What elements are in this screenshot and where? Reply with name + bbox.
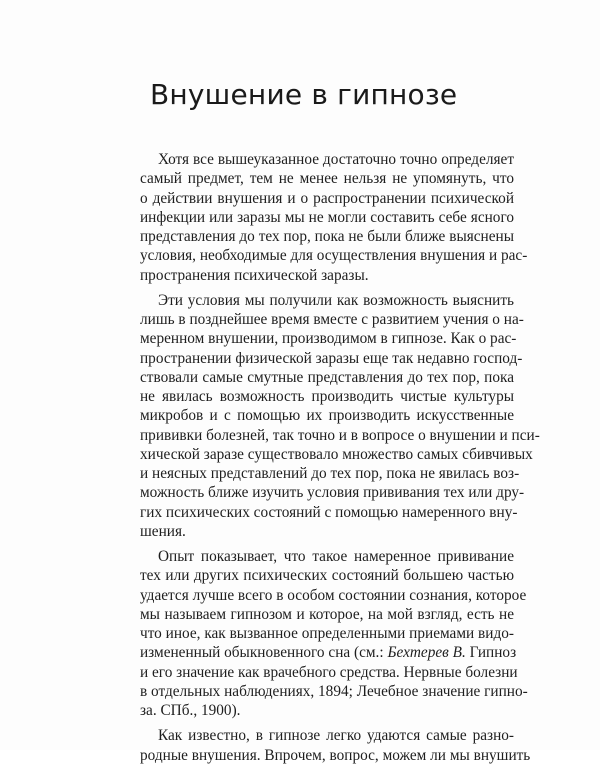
text-line: шения. [140, 522, 186, 540]
text-line: о действии внушения и о распространении психической [140, 189, 514, 207]
text-line: и его значение как врачебного средства. Нервные болезни [140, 663, 518, 681]
text-line: удается лучше всего в особом состоянии сознания, которое [140, 586, 527, 604]
text-line: пространения психической заразы. [140, 266, 369, 284]
text-line: хической заразе существовало множество самых сбивчивых [140, 445, 533, 463]
text-line: тех или других психических состояний большею частью [140, 567, 514, 585]
text-line: гих психических состояний с помощью намеренного вну- [140, 503, 518, 521]
text-line: Как известно, в гипнозе легко удаются самые разно- [158, 727, 514, 745]
text-line: самый предмет, тем не менее нельзя не упомянуть, что [140, 170, 514, 188]
text-line: и неясных представлений до тех пор, пока не явилась воз- [140, 465, 520, 482]
text-line: в отдельных наблюдениях, 1894; Лечебное значение гипно- [140, 682, 528, 700]
text-line: Хотя все вышеуказанное достаточно точно определяет [158, 151, 514, 168]
paragraph-2 [140, 291, 540, 541]
text-line: условия, необходимые для осуществления внушения и рас- [140, 247, 528, 265]
text-line: не явилась возможность производить чистые культуры [140, 388, 514, 405]
body-text [140, 150, 540, 771]
text-line: родные внушения. Впрочем, вопрос, можем ли мы внушить [140, 746, 531, 764]
text-line: меренном внушении, производимом в гипнозе. Как о рас- [140, 330, 517, 348]
text-line: микробов и с помощью их производить искусственные [140, 407, 514, 425]
paragraph-4 [140, 726, 531, 765]
text-line: прививки болезней, так точно и в вопросе о внушении и пси- [140, 426, 540, 444]
text-line: лишь в позднейшее время вместе с развитием учения о на- [140, 311, 524, 328]
chapter-title: Внушение в гипнозе [150, 78, 458, 111]
paragraph-3 [140, 547, 528, 720]
text-line: за. СПб., 1900). [140, 702, 241, 719]
text-line-with-citation [140, 643, 517, 662]
citation-author: Бехтерев В. [387, 644, 466, 662]
paragraph-1 [140, 150, 528, 285]
text-line: пространении физической заразы еще так недавно господ- [140, 349, 523, 367]
text-line: Опыт показывает, что такое намеренное прививание [158, 548, 514, 565]
text-fragment: Гипноз [465, 644, 517, 662]
text-line: что иное, как вызванное определенными приемами видо- [140, 625, 514, 642]
text-line: инфекции или заразы мы не могли составить себе ясного [140, 208, 514, 226]
text-line: ствовали самые смутные представления до тех пор, пока [140, 368, 514, 386]
text-fragment: измененный обыкновенного сна (см.: [140, 644, 388, 662]
text-line: можность ближе изучить условия прививания тех или дру- [140, 484, 525, 502]
text-line: Эти условия мы получили как возможность выяснить [158, 291, 514, 309]
text-line: мы называем гипнозом и которое, на мой взгляд, есть не [140, 605, 514, 623]
text-line: представления до тех пор, пока не были ближе выяснены [140, 228, 514, 245]
